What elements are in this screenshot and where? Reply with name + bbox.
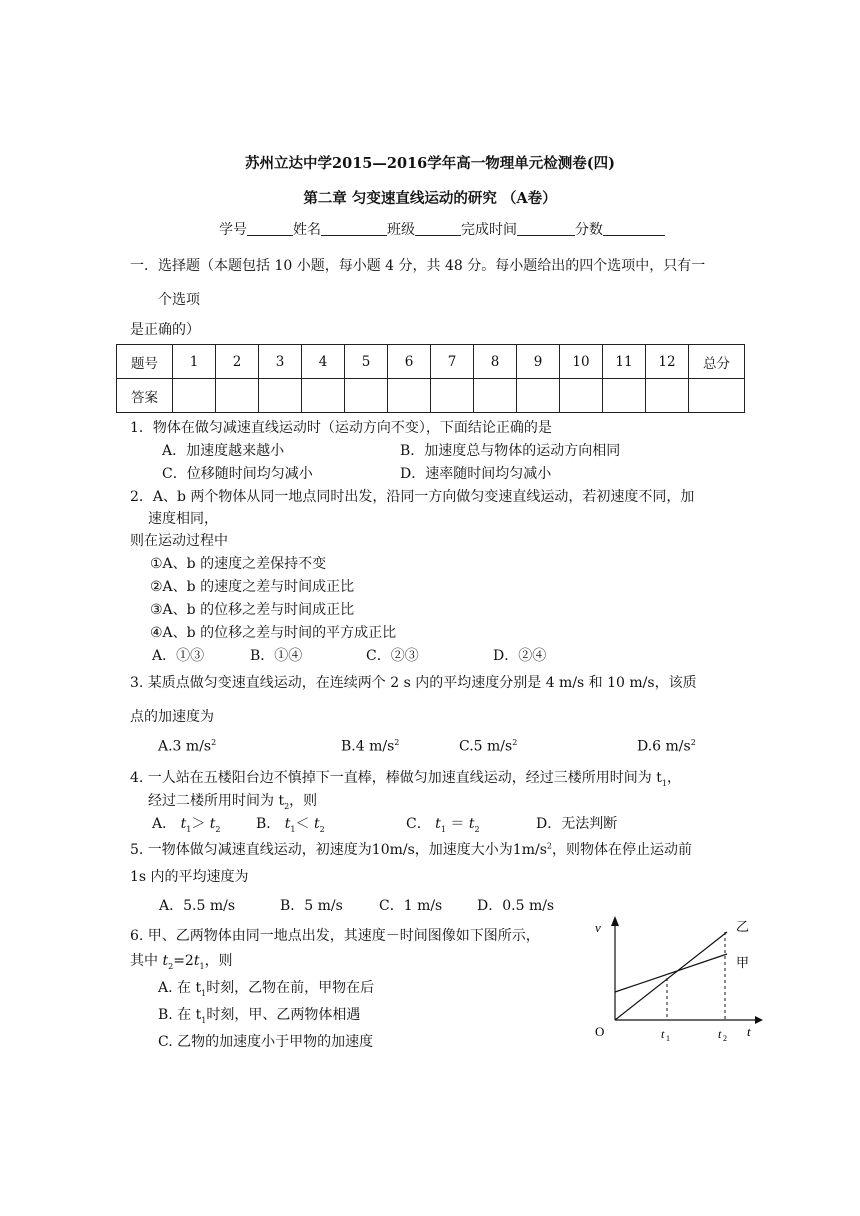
field-label-student-id: 学号 bbox=[219, 222, 247, 238]
q3-option-d bbox=[637, 738, 696, 755]
class-blank[interactable] bbox=[415, 221, 461, 236]
answer-cell[interactable] bbox=[345, 379, 388, 413]
row-header-number: 题号 bbox=[117, 345, 173, 379]
q4-option-a bbox=[152, 813, 221, 834]
q3-option-b bbox=[341, 738, 399, 755]
q3-option-c bbox=[459, 738, 517, 755]
q4-option-c-sub1: 1 bbox=[440, 824, 446, 834]
q3-line1: 3. 某质点做匀变速直线运动，在连续两个 2 s 内的平均速度分别是 4 m/s 和 10 m/s，该质 bbox=[130, 675, 697, 691]
q2-statement-2: ②A、b 的速度之差与时间成正比 bbox=[150, 579, 355, 595]
q3-option-c-text: C.5 m/s bbox=[459, 738, 513, 755]
q4-option-b-sub1: 1 bbox=[290, 824, 296, 834]
q4-option-a-sub1: 1 bbox=[186, 824, 192, 834]
q6-option-b-end: 时刻，甲、乙两物体相遇 bbox=[206, 1007, 361, 1023]
q5-line1 bbox=[130, 839, 692, 859]
q4-option-c-t2: t bbox=[468, 816, 475, 832]
answer-table bbox=[116, 344, 745, 413]
q6-option-a-sub: 1 bbox=[201, 988, 207, 998]
q1-option-d: D．速率随时间均匀减小 bbox=[400, 466, 552, 482]
q2-statement-3: ③A、b 的位移之差与时间成正比 bbox=[150, 602, 355, 618]
q1-option-a: A．加速度越来越小 bbox=[162, 443, 285, 459]
q6-line2-t2-sub: 2 bbox=[168, 961, 174, 971]
q4-option-b-t2: t bbox=[313, 816, 320, 832]
q6-line2-t1-sub: 1 bbox=[199, 961, 205, 971]
field-label-name: 姓名 bbox=[293, 222, 321, 238]
q4-option-b-rel: ＜ bbox=[295, 816, 310, 832]
q4-line2-text: 经过二楼所用时间为 t bbox=[148, 793, 285, 809]
q3-option-a-text: A.3 m/s bbox=[158, 738, 212, 755]
q5-line1-text: 5. 一物体做匀减速直线运动，初速度为10m/s，加速度大小为1m/s bbox=[130, 842, 547, 858]
q3-option-b-exponent: 2 bbox=[394, 738, 400, 747]
table-cell-number: 8 bbox=[474, 345, 517, 379]
field-label-class: 班级 bbox=[387, 222, 415, 238]
table-cell-number: 4 bbox=[302, 345, 345, 379]
answer-cell[interactable] bbox=[431, 379, 474, 413]
q3-option-d-exponent: 2 bbox=[690, 738, 696, 747]
q5-option-c: C．1 m/s bbox=[379, 898, 443, 914]
q5-line2: 1s 内的平均速度为 bbox=[130, 869, 249, 885]
q2-line2: 速度相同， bbox=[148, 511, 218, 527]
table-cell-number: 10 bbox=[560, 345, 603, 379]
q2-option-a: A．①③ bbox=[152, 648, 205, 664]
q2-option-c: C．②③ bbox=[366, 648, 419, 664]
q6-option-c: C. 乙物的加速度小于甲物的加速度 bbox=[158, 1034, 374, 1050]
q6-option-a-text: A. 在 t bbox=[158, 980, 202, 996]
q2-option-b: B．①④ bbox=[250, 648, 303, 664]
q6-line2-t2: t bbox=[162, 953, 169, 969]
field-label-time: 完成时间 bbox=[461, 222, 517, 238]
q1-option-b: B．加速度总与物体的运动方向相同 bbox=[400, 443, 621, 459]
q4-option-c-rel: ＝ bbox=[450, 816, 465, 832]
q2-line3: 则在运动过程中 bbox=[130, 533, 228, 549]
q6-option-a-end: 时刻，乙物在前，甲物在后 bbox=[206, 980, 375, 996]
line-jia-label: 甲 bbox=[736, 956, 750, 971]
table-cell-number: 2 bbox=[216, 345, 259, 379]
q6-option-b-text: B. 在 t bbox=[158, 1007, 202, 1023]
answer-cell[interactable] bbox=[560, 379, 603, 413]
q3-option-a bbox=[158, 738, 216, 755]
answer-cell[interactable] bbox=[302, 379, 345, 413]
page-subtitle: 第二章 匀变速直线运动的研究 （A卷） bbox=[303, 190, 557, 207]
q4-option-c bbox=[406, 813, 480, 834]
q2-line1: 2．A、b 两个物体从同一地点同时出发，沿同一方向做匀变速直线运动，若初速度不同，加 bbox=[130, 489, 695, 505]
q3-option-b-text: B.4 m/s bbox=[341, 738, 395, 755]
q4-option-a-t2: t bbox=[209, 816, 216, 832]
answer-cell[interactable] bbox=[646, 379, 689, 413]
q5-option-a: A．5.5 m/s bbox=[159, 898, 236, 914]
table-cell-number: 11 bbox=[603, 345, 646, 379]
q6-option-b-sub: 1 bbox=[201, 1015, 207, 1025]
answer-cell[interactable] bbox=[603, 379, 646, 413]
v-axis-label: v bbox=[595, 920, 601, 935]
name-blank[interactable] bbox=[321, 221, 387, 236]
field-label-score: 分数 bbox=[575, 222, 603, 238]
v-axis-arrow bbox=[611, 916, 619, 926]
q4-line1-subscript: 1 bbox=[661, 778, 667, 788]
q1-stem: 1．物体在做匀减速直线运动时（运动方向不变），下面结论正确的是 bbox=[130, 420, 552, 436]
table-row-numbers bbox=[117, 345, 745, 379]
q6-line1: 6. 甲、乙两物体由同一地点出发，其速度－时间图像如下图所示， bbox=[130, 928, 540, 944]
time-blank[interactable] bbox=[517, 221, 575, 236]
q2-statement-4: ④A、b 的位移之差与时间的平方成正比 bbox=[150, 625, 397, 641]
q5-line1-end: ，则物体在停止运动前 bbox=[551, 842, 692, 858]
q4-option-b-t: t bbox=[284, 816, 291, 832]
q4-line2-end: ，则 bbox=[289, 793, 318, 809]
q4-option-d: D．无法判断 bbox=[536, 816, 618, 832]
table-row-answers bbox=[117, 379, 745, 413]
answer-cell[interactable] bbox=[517, 379, 560, 413]
answer-cell[interactable] bbox=[216, 379, 259, 413]
q6-line2 bbox=[130, 950, 233, 971]
answer-cell[interactable] bbox=[259, 379, 302, 413]
q4-option-a-label: A． bbox=[152, 816, 177, 832]
section-intro-line1: 一．选择题（本题包括 10 小题，每小题 4 分，共 48 分。每小题给出的四个选项中，只有一 bbox=[130, 258, 706, 274]
t-axis-label: t bbox=[747, 1024, 751, 1039]
q4-option-a-t: t bbox=[180, 816, 187, 832]
table-cell-number: 1 bbox=[173, 345, 216, 379]
line-yi-label: 乙 bbox=[736, 920, 750, 935]
q4-option-b-label: B． bbox=[256, 816, 281, 832]
q2-statement-1: ①A、b 的速度之差保持不变 bbox=[150, 556, 327, 572]
q4-option-a-rel: ＞ bbox=[191, 816, 206, 832]
q1-option-c: C．位移随时间均匀减小 bbox=[162, 466, 313, 482]
q5-option-d: D．0.5 m/s bbox=[477, 898, 555, 914]
total-score-cell[interactable] bbox=[689, 379, 745, 413]
q6-line2-a: 其中 bbox=[130, 953, 163, 969]
q3-option-d-text: D.6 m/s bbox=[637, 738, 691, 755]
q4-option-c-label: C． bbox=[406, 816, 431, 832]
q4-option-c-t: t bbox=[435, 816, 441, 832]
q4-option-b bbox=[256, 813, 325, 834]
section-intro-line3: 是正确的） bbox=[130, 322, 200, 338]
answer-cell[interactable] bbox=[474, 379, 517, 413]
q4-option-c-sub2: 2 bbox=[474, 824, 480, 834]
table-cell-number: 5 bbox=[345, 345, 388, 379]
t1-label: t bbox=[661, 1027, 665, 1041]
table-cell-total-label: 总分 bbox=[689, 345, 745, 379]
q3-option-c-exponent: 2 bbox=[512, 738, 518, 747]
q6-line2-end: ，则 bbox=[204, 953, 233, 969]
table-cell-number: 7 bbox=[431, 345, 474, 379]
origin-label: O bbox=[595, 1024, 605, 1039]
page-title: 苏州立达中学2015—2016学年高一物理单元检测卷(四) bbox=[245, 155, 615, 172]
table-cell-number: 6 bbox=[388, 345, 431, 379]
score-blank[interactable] bbox=[603, 221, 665, 236]
t2-label: t bbox=[718, 1027, 722, 1041]
answer-cell[interactable] bbox=[173, 379, 216, 413]
q4-line1-text: 4. 一人站在五楼阳台边不慎掉下一直棒，棒做匀加速直线运动，经过三楼所用时间为 t bbox=[130, 770, 662, 786]
answer-cell[interactable] bbox=[388, 379, 431, 413]
line-jia bbox=[615, 954, 727, 992]
velocity-time-graph bbox=[585, 912, 770, 1047]
q3-line2: 点的加速度为 bbox=[130, 709, 214, 725]
section-intro-line2: 个选项 bbox=[158, 292, 200, 308]
q4-line1-end: ， bbox=[666, 770, 681, 786]
table-cell-number: 3 bbox=[259, 345, 302, 379]
t-axis-arrow bbox=[755, 1016, 763, 1024]
q6-option-a bbox=[158, 977, 374, 998]
table-cell-number: 12 bbox=[646, 345, 689, 379]
student-info-fields bbox=[219, 219, 665, 239]
row-header-answer: 答案 bbox=[117, 379, 173, 413]
q6-option-b bbox=[158, 1004, 360, 1025]
line-yi bbox=[615, 932, 727, 1020]
q5-line1-exponent: 2 bbox=[546, 841, 552, 851]
q4-option-b-sub2: 2 bbox=[319, 824, 325, 834]
q4-line2-subscript: 2 bbox=[284, 801, 290, 811]
q2-option-d: D．②④ bbox=[493, 648, 547, 664]
t1-label-sub: 1 bbox=[666, 1034, 670, 1043]
table-cell-number: 9 bbox=[517, 345, 560, 379]
t2-label-sub: 2 bbox=[723, 1034, 727, 1043]
q4-line1 bbox=[130, 767, 681, 788]
q5-option-b: B．5 m/s bbox=[280, 898, 343, 914]
q4-line2 bbox=[148, 790, 317, 811]
student-id-blank[interactable] bbox=[247, 221, 293, 236]
q3-option-a-exponent: 2 bbox=[211, 738, 217, 747]
q6-line2-t1: t bbox=[193, 953, 200, 969]
q6-line2-eq: =2 bbox=[173, 953, 194, 969]
q4-option-a-sub2: 2 bbox=[215, 824, 221, 834]
